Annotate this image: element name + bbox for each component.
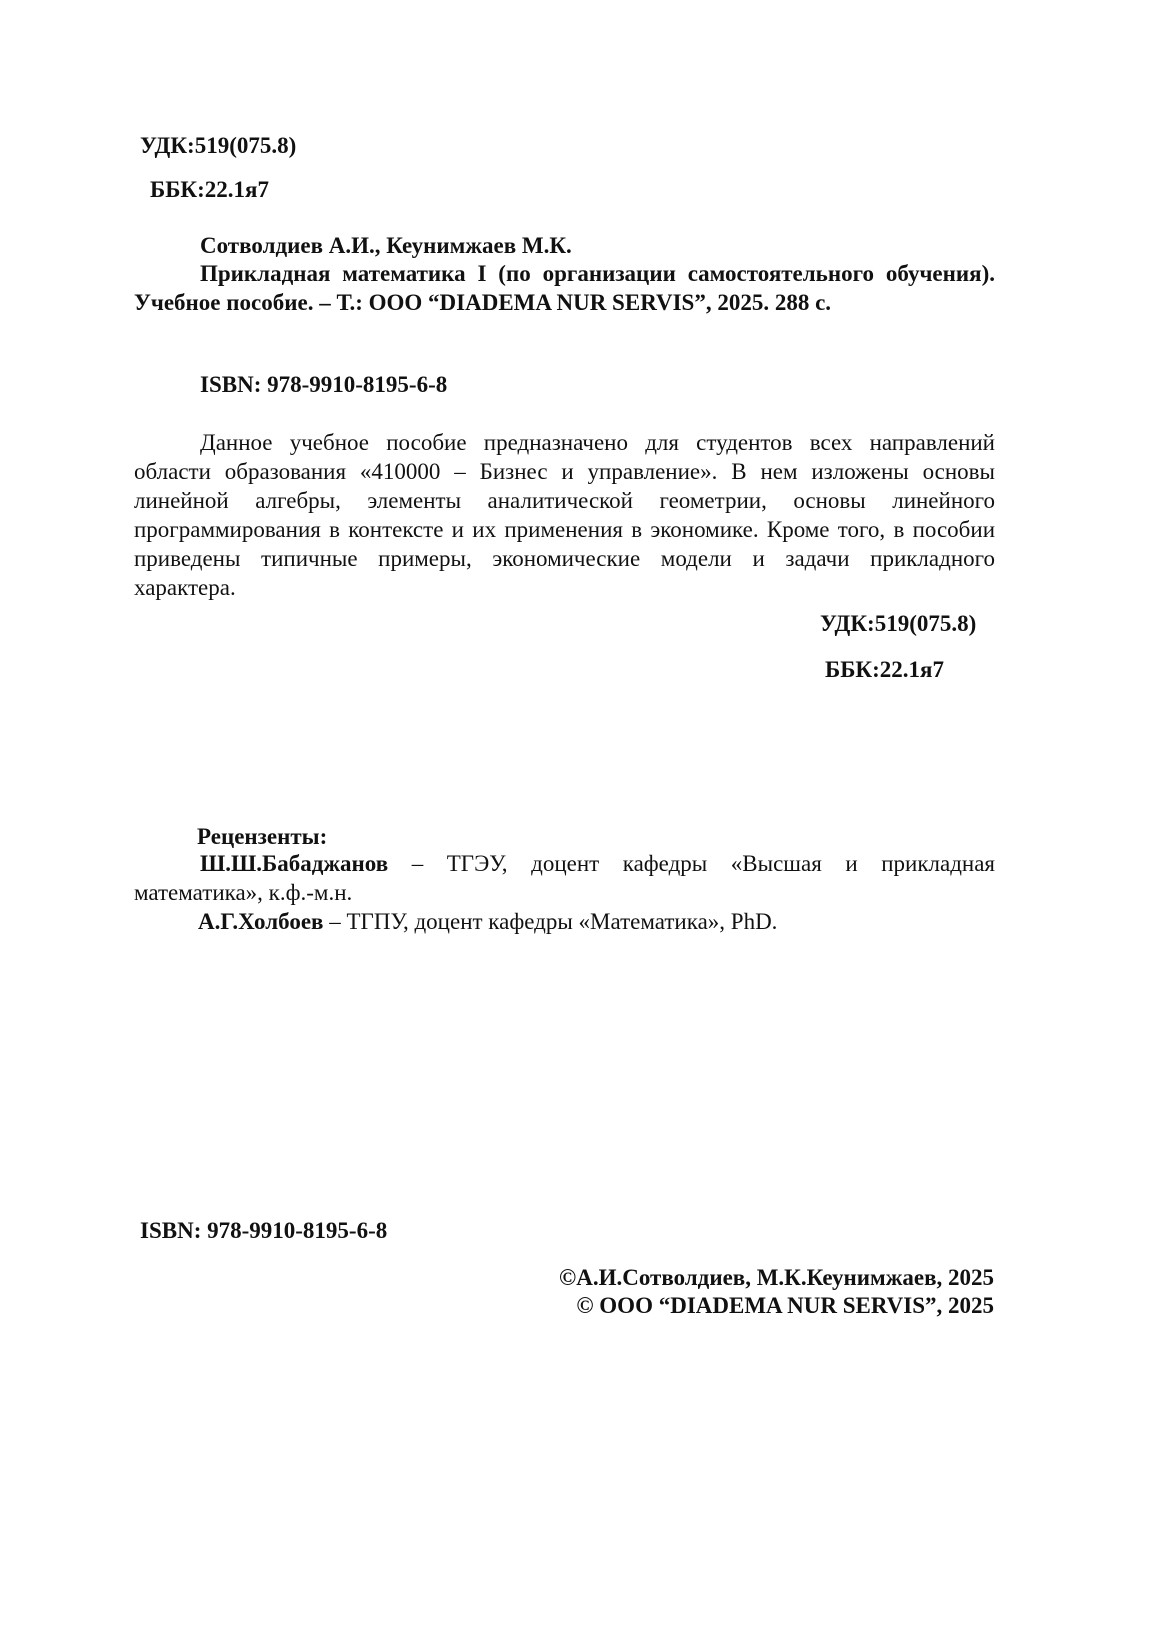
isbn-line: ISBN: 978-9910-8195-6-8 <box>200 372 448 397</box>
reviewer-name: А.Г.Холбоев <box>198 909 324 934</box>
reviewers-heading: Рецензенты: <box>197 824 328 849</box>
bbk-code-top: ББК:22.1я7 <box>150 177 269 202</box>
abstract-paragraph: Данное учебное пособие предназначено для студентов всех направлений области образования «410000 – Бизнес и управление». В нем изложены основы линейной алгебры, элементы аналитической геометрии, основы линейного программирования в контексте и их применения в экономике. Кроме того, в пособии приведены типичные примеры, экономические модели и задачи прикладного характера. <box>134 430 995 600</box>
udk-code-top: УДК:519(075.8) <box>140 133 297 158</box>
reviewer-entry-2 <box>198 907 777 936</box>
bibliographic-description: Прикладная математика I (по организации самостоятельного обучения). Учебное пособие. – Т.: ООО “DIADEMA NUR SERVIS”, 2025. 288 с. <box>134 261 995 315</box>
isbn-footer: ISBN: 978-9910-8195-6-8 <box>140 1218 388 1243</box>
authors-line: Сотволдиев А.И., Кеунимжаев М.К. <box>200 233 572 258</box>
reviewer-details: – ТГЭУ, доцент кафедры «Высшая и прикладная математика», к.ф.-м.н. <box>134 851 995 905</box>
reviewer-name: Ш.Ш.Бабаджанов <box>200 851 389 876</box>
bbk-code-abstract: ББК:22.1я7 <box>825 657 944 682</box>
copyright-authors: ©А.И.Сотволдиев, М.К.Кеунимжаев, 2025 <box>559 1265 994 1290</box>
copyright-publisher: © ООО “DIADEMA NUR SERVIS”, 2025 <box>576 1293 994 1318</box>
reviewer-entry-1 <box>134 849 995 907</box>
reviewer-details: – ТГПУ, доцент кафедры «Математика», PhD. <box>323 909 778 934</box>
udk-code-abstract: УДК:519(075.8) <box>820 611 977 636</box>
